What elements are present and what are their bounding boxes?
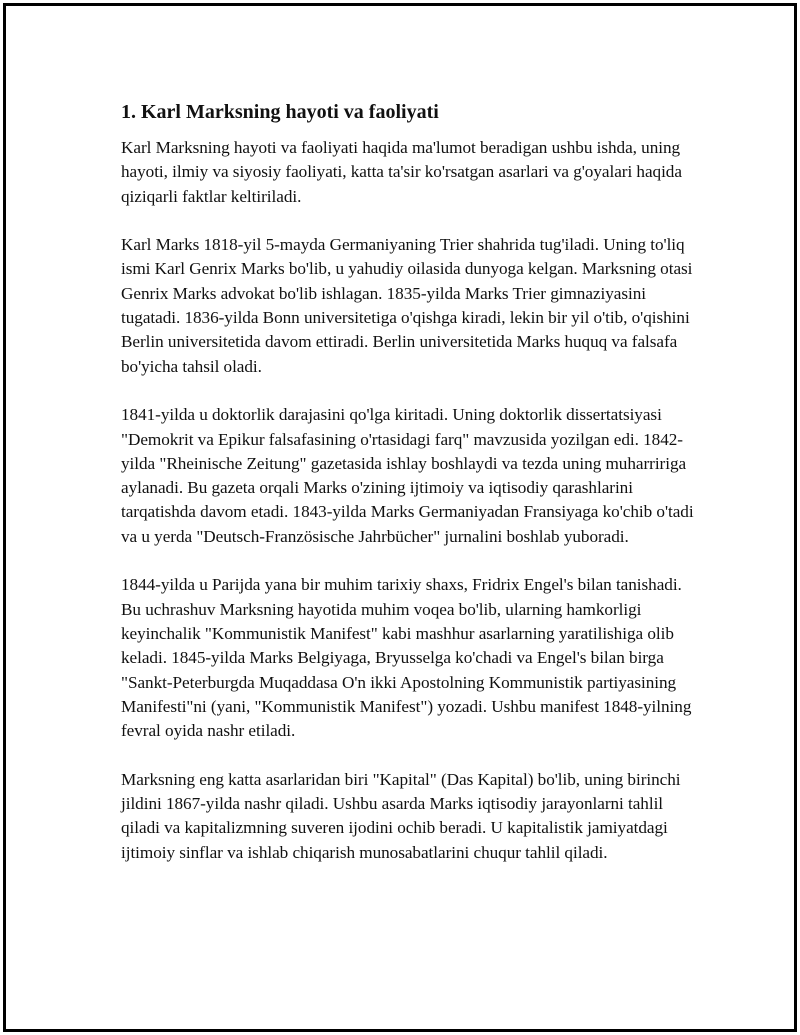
paragraph-doctorate-journalism: 1841-yilda u doktorlik darajasini qo'lga kiritadi. Uning doktorlik dissertatsiyasi "Demokrit va Epikur falsafasining o'rtasidagi farq" mavzusida yozilgan edi. 1842-yilda "Rheinische Zeitung" gazetasida ishlay boshlaydi va tezda uning muharririga aylanadi. Bu gazeta orqali Marks o'zining ijtimoiy va iqtisodiy qarashlarini tarqatishda davom etadi. 1843-yilda Marks Germaniyadan Fransiyaga ko'chib o'tadi va u yerda "Deutsch-Französische Jahrbücher" jurnalini boshlab yuboradi. — [121, 405, 694, 546]
document-page — [3, 3, 797, 1032]
paragraph-intro: Karl Marksning hayoti va faoliyati haqida ma'lumot beradigan ushbu ishda, uning hayoti, ilmiy va siyosiy faoliyati, katta ta'sir ko'rsatgan asarlari va g'oyalari haqida qiziqarli faktlar keltiriladi. — [121, 138, 682, 206]
paragraph-early-life: Karl Marks 1818-yil 5-mayda Germaniyaning Trier shahrida tug'iladi. Uning to'liq ismi Karl Genrix Marks bo'lib, u yahudiy oilasida dunyoga kelgan. Marksning otasi Genrix Marks advokat bo'lib ishlagan. 1835-yilda Marks Trier gimnaziyasini tugatadi. 1836-yilda Bonn universitetiga o'qishga kiradi, lekin bir yil o'tib, o'qishini Berlin universitetida davom ettiradi. Berlin universitetida Marks huquq va falsafa bo'yicha tahsil oladi. — [121, 235, 693, 376]
document-title: 1. Karl Marksning hayoti va faoliyati — [121, 101, 439, 123]
document-body — [121, 100, 696, 889]
paragraph-engels-manifesto: 1844-yilda u Parijda yana bir muhim tarixiy shaxs, Fridrix Engel's bilan tanishadi. Bu uchrashuv Marksning hayotida muhim voqea bo'lib, ularning hamkorligi keyinchalik "Kommunistik Manifest" kabi mashhur asarlarning yaratilishiga olib keladi. 1845-yilda Marks Belgiyaga, Bryusselga ko'chadi va Engel's bilan birga "Sankt-Peterburgda Muqaddasa O'n ikki Apostolning Kommunistik partiyasining Manifesti"ni (yani, "Kommunistik Manifest") yozadi. Ushbu manifest 1848-yilning fevral oyida nashr etiladi. — [121, 575, 692, 741]
paragraph-capital: Marksning eng katta asarlaridan biri "Kapital" (Das Kapital) bo'lib, uning birinchi jildini 1867-yilda nashr qiladi. Ushbu asarda Marks iqtisodiy jarayonlarni tahlil qiladi va kapitalizmning suveren ijodini ochib beradi. U kapitalistik jamiyatdagi ijtimoiy sinflar va ishlab chiqarish munosabatlarini chuqur tahlil qiladi. — [121, 769, 681, 862]
